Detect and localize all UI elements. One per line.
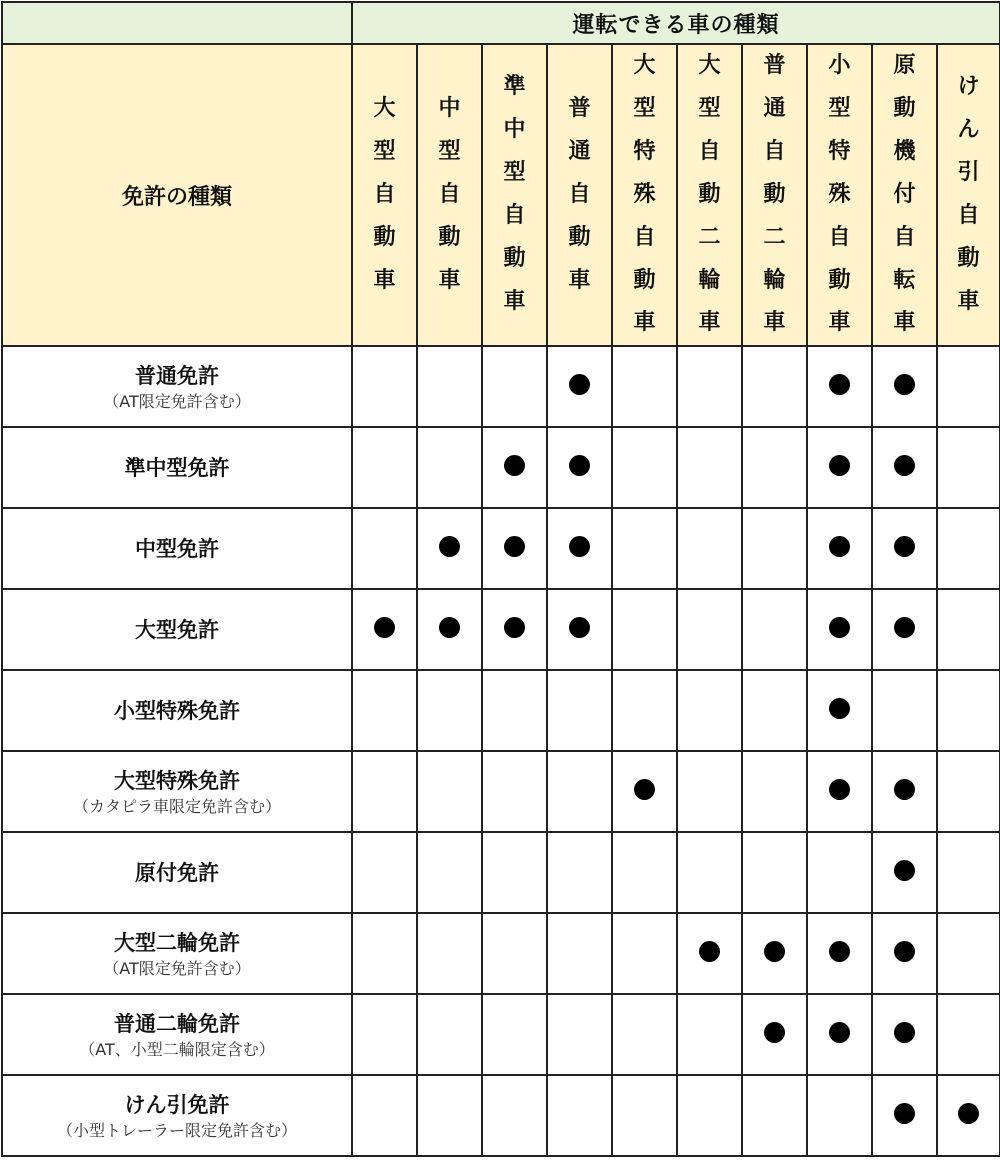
permission-cell	[677, 589, 742, 670]
permission-cell	[677, 832, 742, 913]
permission-cell	[417, 913, 482, 994]
permission-cell	[612, 346, 677, 427]
permission-cell	[807, 994, 872, 1075]
column-header	[937, 44, 1000, 346]
column-header-label: 小型特殊自動車	[828, 53, 851, 336]
permission-cell	[547, 508, 612, 589]
filled-circle-icon	[829, 374, 850, 395]
permission-cell	[417, 994, 482, 1075]
filled-circle-icon	[439, 536, 460, 557]
filled-circle-icon	[894, 779, 915, 800]
permission-cell	[872, 832, 937, 913]
filled-circle-icon	[569, 374, 590, 395]
permission-cell	[872, 751, 937, 832]
permission-cell	[937, 751, 1000, 832]
permission-cell	[417, 346, 482, 427]
permission-cell	[547, 670, 612, 751]
table-row	[2, 832, 1000, 913]
permission-cell	[482, 589, 547, 670]
permission-cell	[937, 1075, 1000, 1156]
filled-circle-icon	[569, 617, 590, 638]
permission-cell	[677, 670, 742, 751]
permission-cell	[352, 832, 417, 913]
license-note: （AT限定免許含む）	[103, 958, 251, 978]
license-name: 中型免許	[135, 536, 219, 561]
license-name-cell	[2, 427, 352, 508]
filled-circle-icon	[829, 617, 850, 638]
permission-cell	[547, 1075, 612, 1156]
filled-circle-icon	[829, 1022, 850, 1043]
filled-circle-icon	[504, 536, 525, 557]
filled-circle-icon	[958, 1103, 979, 1124]
permission-cell	[937, 670, 1000, 751]
header-group-row	[2, 2, 1000, 44]
license-name-cell	[2, 346, 352, 427]
column-header	[547, 44, 612, 346]
license-name: 大型特殊免許	[114, 768, 240, 793]
column-header-label: けん引自動車	[957, 74, 980, 314]
permission-cell	[872, 346, 937, 427]
filled-circle-icon	[699, 941, 720, 962]
permission-cell	[547, 832, 612, 913]
filled-circle-icon	[894, 1022, 915, 1043]
column-header-label: 大型自動二輪車	[698, 53, 721, 336]
filled-circle-icon	[764, 941, 785, 962]
permission-cell	[482, 1075, 547, 1156]
license-name: 大型免許	[135, 617, 219, 642]
permission-cell	[807, 427, 872, 508]
filled-circle-icon	[829, 698, 850, 719]
permission-cell	[612, 751, 677, 832]
column-header	[742, 44, 807, 346]
column-header	[677, 44, 742, 346]
permission-cell	[937, 346, 1000, 427]
filled-circle-icon	[894, 1103, 915, 1124]
column-header-row	[2, 44, 1000, 346]
filled-circle-icon	[634, 779, 655, 800]
permission-cell	[612, 1075, 677, 1156]
permission-cell	[482, 508, 547, 589]
filled-circle-icon	[569, 536, 590, 557]
license-name-cell	[2, 994, 352, 1075]
permission-cell	[937, 589, 1000, 670]
filled-circle-icon	[894, 617, 915, 638]
permission-cell	[742, 913, 807, 994]
permission-cell	[417, 508, 482, 589]
permission-cell	[417, 589, 482, 670]
filled-circle-icon	[829, 455, 850, 476]
filled-circle-icon	[894, 536, 915, 557]
permission-cell	[677, 427, 742, 508]
column-header	[352, 44, 417, 346]
permission-cell	[547, 913, 612, 994]
permission-cell	[677, 913, 742, 994]
permission-cell	[482, 346, 547, 427]
permission-cell	[352, 346, 417, 427]
permission-cell	[352, 751, 417, 832]
table-row	[2, 508, 1000, 589]
license-name-cell	[2, 751, 352, 832]
permission-cell	[872, 994, 937, 1075]
filled-circle-icon	[829, 536, 850, 557]
filled-circle-icon	[894, 374, 915, 395]
table-row	[2, 427, 1000, 508]
permission-cell	[807, 589, 872, 670]
license-name: 原付免許	[135, 860, 219, 885]
license-name: 大型二輪免許	[114, 930, 240, 955]
column-header-label: 普通自動車	[568, 95, 591, 293]
column-header	[417, 44, 482, 346]
permission-cell	[937, 508, 1000, 589]
filled-circle-icon	[764, 1022, 785, 1043]
permission-cell	[937, 913, 1000, 994]
permission-cell	[742, 508, 807, 589]
permission-cell	[742, 994, 807, 1075]
permission-cell	[742, 670, 807, 751]
permission-cell	[742, 346, 807, 427]
permission-cell	[547, 427, 612, 508]
filled-circle-icon	[894, 941, 915, 962]
permission-cell	[937, 427, 1000, 508]
permission-cell	[482, 427, 547, 508]
license-name: 小型特殊免許	[114, 698, 240, 723]
permission-cell	[352, 589, 417, 670]
permission-cell	[742, 589, 807, 670]
permission-cell	[482, 751, 547, 832]
permission-cell	[547, 751, 612, 832]
license-type-heading: 免許の種類	[2, 44, 352, 346]
filled-circle-icon	[504, 455, 525, 476]
permission-cell	[417, 751, 482, 832]
license-name-cell	[2, 832, 352, 913]
column-header-label: 準中型自動車	[503, 74, 526, 314]
permission-cell	[872, 1075, 937, 1156]
permission-cell	[352, 670, 417, 751]
permission-cell	[547, 994, 612, 1075]
table-row	[2, 346, 1000, 427]
filled-circle-icon	[374, 617, 395, 638]
table-row	[2, 589, 1000, 670]
permission-cell	[612, 994, 677, 1075]
column-header	[872, 44, 937, 346]
column-header-label: 大型特殊自動車	[633, 53, 656, 336]
column-header-label: 大型自動車	[373, 95, 396, 293]
license-name-cell	[2, 1075, 352, 1156]
permission-cell	[482, 670, 547, 751]
license-note: （カタピラ車限定免許含む）	[72, 796, 281, 816]
permission-cell	[352, 508, 417, 589]
permission-cell	[612, 427, 677, 508]
permission-cell	[872, 508, 937, 589]
license-name: 準中型免許	[124, 455, 230, 480]
filled-circle-icon	[439, 617, 460, 638]
license-note: （AT限定免許含む）	[103, 391, 251, 411]
column-header-label: 中型自動車	[438, 95, 461, 293]
permission-cell	[872, 589, 937, 670]
permission-cell	[677, 751, 742, 832]
permission-cell	[807, 913, 872, 994]
permission-cell	[677, 1075, 742, 1156]
table-row	[2, 670, 1000, 751]
filled-circle-icon	[504, 617, 525, 638]
license-name-cell	[2, 589, 352, 670]
table-row	[2, 913, 1000, 994]
permission-cell	[807, 508, 872, 589]
permission-cell	[547, 346, 612, 427]
permission-cell	[612, 670, 677, 751]
permission-cell	[807, 346, 872, 427]
permission-cell	[742, 832, 807, 913]
filled-circle-icon	[569, 455, 590, 476]
permission-cell	[872, 670, 937, 751]
permission-cell	[482, 832, 547, 913]
permission-cell	[612, 913, 677, 994]
permission-cell	[872, 427, 937, 508]
permission-cell	[742, 1075, 807, 1156]
table-body	[2, 346, 1000, 1156]
permission-cell	[482, 913, 547, 994]
license-name-cell	[2, 670, 352, 751]
license-name: けん引免許	[124, 1092, 230, 1117]
license-note: （AT、小型二輪限定含む）	[79, 1039, 275, 1059]
column-header-label: 普通自動二輪車	[763, 53, 786, 336]
permission-cell	[872, 913, 937, 994]
license-name-cell	[2, 913, 352, 994]
permission-cell	[677, 994, 742, 1075]
permission-cell	[352, 994, 417, 1075]
permission-cell	[547, 589, 612, 670]
permission-cell	[482, 994, 547, 1075]
license-note: （小型トレーラー限定免許含む）	[56, 1120, 297, 1140]
filled-circle-icon	[829, 941, 850, 962]
permission-cell	[417, 427, 482, 508]
permission-cell	[937, 994, 1000, 1075]
license-name: 普通免許	[135, 363, 219, 388]
permission-cell	[807, 832, 872, 913]
license-name: 普通二輪免許	[114, 1011, 240, 1036]
permission-cell	[352, 1075, 417, 1156]
permission-cell	[417, 1075, 482, 1156]
permission-cell	[742, 427, 807, 508]
filled-circle-icon	[894, 860, 915, 881]
filled-circle-icon	[894, 455, 915, 476]
permission-cell	[612, 589, 677, 670]
permission-cell	[677, 508, 742, 589]
permission-cell	[807, 670, 872, 751]
vehicle-types-heading: 運転できる車の種類	[352, 2, 1000, 44]
permission-cell	[352, 913, 417, 994]
permission-cell	[807, 1075, 872, 1156]
header-corner	[2, 2, 352, 44]
table-row	[2, 1075, 1000, 1156]
table-row	[2, 994, 1000, 1075]
column-header	[807, 44, 872, 346]
permission-cell	[677, 346, 742, 427]
license-vehicle-table	[1, 1, 1000, 1157]
permission-cell	[937, 832, 1000, 913]
filled-circle-icon	[829, 779, 850, 800]
permission-cell	[742, 751, 807, 832]
permission-cell	[417, 670, 482, 751]
permission-cell	[612, 508, 677, 589]
permission-cell	[807, 751, 872, 832]
table-row	[2, 751, 1000, 832]
column-header-label: 原動機付自転車	[893, 53, 916, 336]
license-name-cell	[2, 508, 352, 589]
column-header	[612, 44, 677, 346]
column-header	[482, 44, 547, 346]
permission-cell	[352, 427, 417, 508]
permission-cell	[612, 832, 677, 913]
permission-cell	[417, 832, 482, 913]
